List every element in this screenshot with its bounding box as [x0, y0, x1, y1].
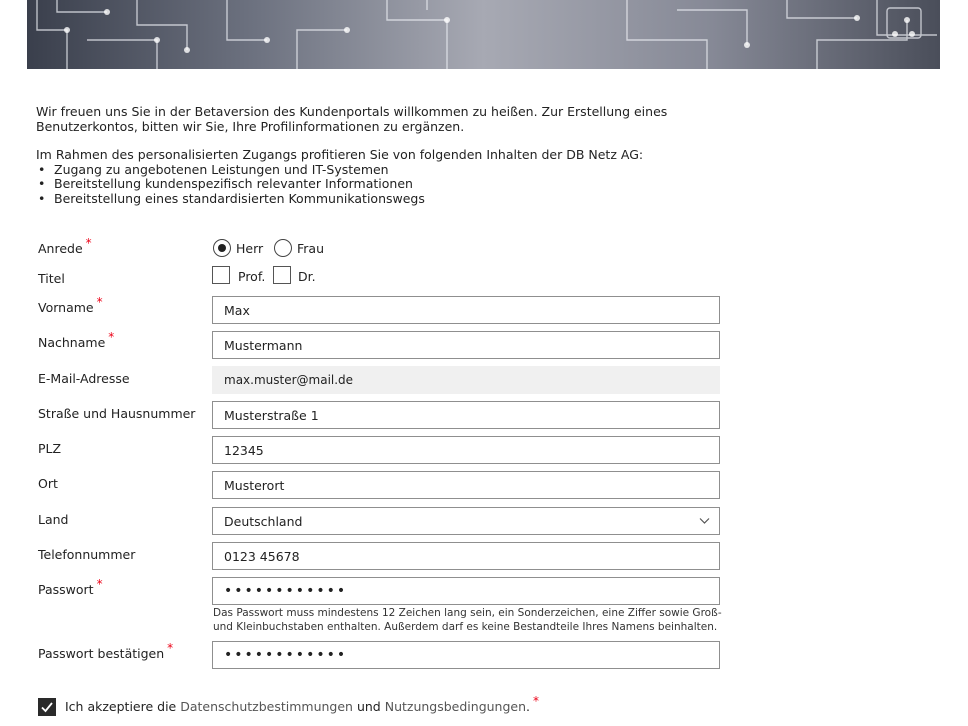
list-item: • Bereitstellung kundenspezifisch relevanter Informationen — [36, 177, 736, 192]
passwort-bestaetigen-input[interactable]: •••••••••••• — [212, 641, 720, 669]
label-vorname: Vorname * — [38, 295, 103, 315]
land-select[interactable] — [212, 507, 720, 535]
radio-frau[interactable] — [274, 239, 292, 257]
accept-terms-text: Ich akzeptiere die Datenschutzbestimmungen und Nutzungsbedingungen. * — [65, 694, 540, 714]
land-selected-value: Deutschland — [224, 514, 303, 529]
circuit-pattern — [27, 0, 940, 69]
required-marker: * — [85, 236, 92, 250]
label-strasse: Straße und Hausnummer — [38, 406, 196, 421]
plz-input[interactable]: 12345 — [212, 436, 720, 464]
terms-link[interactable]: Nutzungsbedingungen — [384, 699, 527, 714]
required-marker: * — [96, 295, 103, 309]
ort-input[interactable]: Musterort — [212, 471, 720, 499]
intro-paragraph-1: Wir freuen uns Sie in der Betaversion des Kundenportals willkommen zu heißen. Zur Erstellung eines Benutzerkontos, bitten wir Sie, Ihre Profilinformationen zu ergänzen. — [36, 104, 668, 134]
header-banner-image — [27, 0, 940, 69]
intro-paragraph-2: Im Rahmen des personalisierten Zugangs profitieren Sie von folgenden Inhalten der DB Netz AG: — [36, 147, 644, 162]
email-field: max.muster@mail.de — [212, 366, 720, 394]
benefits-list — [36, 163, 736, 207]
label-land: Land — [38, 512, 69, 527]
radio-herr-label[interactable]: Herr — [236, 241, 264, 256]
label-plz: PLZ — [38, 441, 62, 456]
intro-text — [36, 105, 736, 206]
required-marker: * — [533, 694, 540, 708]
telefon-input[interactable]: 0123 45678 — [212, 542, 720, 570]
label-email: E-Mail-Adresse — [38, 371, 130, 386]
radio-herr[interactable] — [213, 239, 231, 257]
label-passwort-bestaetigen: Passwort bestätigen * — [38, 641, 174, 661]
required-marker: * — [108, 330, 115, 344]
accept-checkbox[interactable] — [38, 698, 56, 716]
label-telefon: Telefonnummer — [38, 547, 136, 562]
passwort-input[interactable]: •••••••••••• — [212, 577, 720, 605]
passwort-hint: Das Passwort muss mindestens 12 Zeichen lang sein, ein Sonderzeichen, eine Ziffer sowie Groß- und Kleinbuchstaben enthalten. Außerdem darf es keine Bestandteile Ihres Namens beinhalten. — [213, 607, 722, 633]
chevron-down-icon — [699, 515, 710, 526]
list-item: • Bereitstellung eines standardisierten Kommunikationswegs — [36, 192, 736, 207]
nachname-input[interactable]: Mustermann — [212, 331, 720, 359]
list-item: • Zugang zu angebotenen Leistungen und IT-Systemen — [36, 163, 736, 178]
label-passwort: Passwort * — [38, 577, 103, 597]
required-marker: * — [167, 641, 174, 655]
strasse-input[interactable]: Musterstraße 1 — [212, 401, 720, 429]
checkbox-prof[interactable] — [212, 266, 230, 284]
checkbox-dr[interactable] — [273, 266, 291, 284]
checkbox-prof-label[interactable]: Prof. — [238, 269, 266, 284]
label-titel: Titel — [38, 271, 65, 286]
checkbox-dr-label[interactable]: Dr. — [298, 269, 316, 284]
vorname-input[interactable]: Max — [212, 296, 720, 324]
radio-frau-label[interactable]: Frau — [297, 241, 325, 256]
required-marker: * — [96, 577, 103, 591]
label-nachname: Nachname * — [38, 330, 115, 350]
label-anrede: Anrede * — [38, 236, 92, 256]
privacy-link[interactable]: Datenschutzbestimmungen — [180, 699, 353, 714]
label-ort: Ort — [38, 476, 58, 491]
checkmark-icon — [38, 698, 56, 716]
